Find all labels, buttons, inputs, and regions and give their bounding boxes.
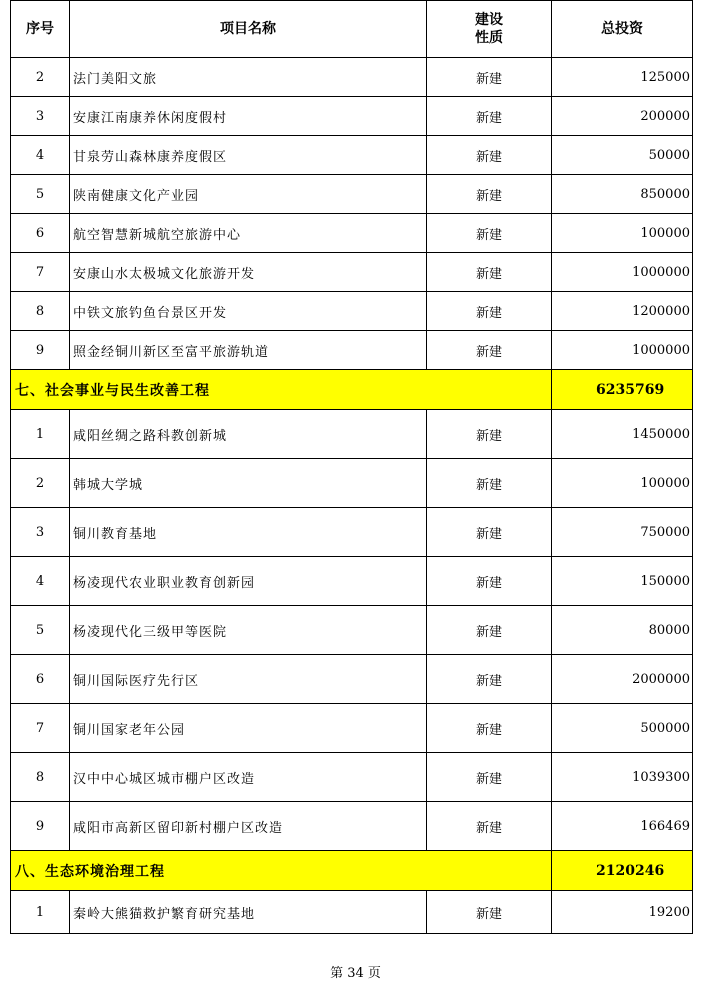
row-nature: 新建 xyxy=(427,214,552,253)
table-row xyxy=(11,459,693,508)
row-index: 1 xyxy=(11,410,70,459)
table-row xyxy=(11,214,693,253)
row-index: 7 xyxy=(11,704,70,753)
table-row xyxy=(11,292,693,331)
row-nature: 新建 xyxy=(427,136,552,175)
table-row xyxy=(11,331,693,370)
table-row xyxy=(11,753,693,802)
row-index: 2 xyxy=(11,58,70,97)
row-name: 咸阳市高新区留印新村棚户区改造 xyxy=(70,802,427,851)
category-row xyxy=(11,851,693,891)
row-index: 7 xyxy=(11,253,70,292)
table-row xyxy=(11,410,693,459)
table-row xyxy=(11,58,693,97)
project-table xyxy=(10,0,693,934)
header-name: 项目名称 xyxy=(70,1,427,58)
table-row xyxy=(11,606,693,655)
category-name: 八、生态环境治理工程 xyxy=(11,851,552,891)
row-nature: 新建 xyxy=(427,331,552,370)
row-nature: 新建 xyxy=(427,891,552,934)
row-name: 杨凌现代化三级甲等医院 xyxy=(70,606,427,655)
table-row xyxy=(11,253,693,292)
row-investment: 100000 xyxy=(552,214,693,253)
row-nature: 新建 xyxy=(427,253,552,292)
row-nature: 新建 xyxy=(427,802,552,851)
row-name: 咸阳丝绸之路科教创新城 xyxy=(70,410,427,459)
row-index: 1 xyxy=(11,891,70,934)
table-row xyxy=(11,97,693,136)
row-investment: 500000 xyxy=(552,704,693,753)
row-name: 铜川教育基地 xyxy=(70,508,427,557)
row-investment: 2000000 xyxy=(552,655,693,704)
row-investment: 100000 xyxy=(552,459,693,508)
row-name: 照金经铜川新区至富平旅游轨道 xyxy=(70,331,427,370)
row-nature: 新建 xyxy=(427,292,552,331)
table-row xyxy=(11,655,693,704)
header-nature-line2: 性质 xyxy=(475,30,503,46)
row-name: 汉中中心城区城市棚户区改造 xyxy=(70,753,427,802)
row-investment: 50000 xyxy=(552,136,693,175)
category-total: 6235769 xyxy=(552,370,693,410)
row-investment: 1039300 xyxy=(552,753,693,802)
row-name: 陕南健康文化产业园 xyxy=(70,175,427,214)
row-investment: 150000 xyxy=(552,557,693,606)
header-row xyxy=(11,1,693,58)
row-index: 5 xyxy=(11,606,70,655)
row-investment: 1000000 xyxy=(552,253,693,292)
row-investment: 125000 xyxy=(552,58,693,97)
table-row xyxy=(11,557,693,606)
row-index: 6 xyxy=(11,655,70,704)
row-index: 8 xyxy=(11,292,70,331)
row-index: 4 xyxy=(11,557,70,606)
row-investment: 850000 xyxy=(552,175,693,214)
row-name: 安康山水太极城文化旅游开发 xyxy=(70,253,427,292)
row-nature: 新建 xyxy=(427,97,552,136)
row-name: 韩城大学城 xyxy=(70,459,427,508)
table-row xyxy=(11,802,693,851)
row-index: 4 xyxy=(11,136,70,175)
header-nature xyxy=(427,1,552,58)
row-name: 甘泉劳山森林康养度假区 xyxy=(70,136,427,175)
row-index: 3 xyxy=(11,508,70,557)
row-nature: 新建 xyxy=(427,606,552,655)
category-name: 七、社会事业与民生改善工程 xyxy=(11,370,552,410)
category-total: 2120246 xyxy=(552,851,693,891)
row-name: 铜川国际医疗先行区 xyxy=(70,655,427,704)
row-nature: 新建 xyxy=(427,557,552,606)
row-nature: 新建 xyxy=(427,58,552,97)
row-investment: 1000000 xyxy=(552,331,693,370)
table-row xyxy=(11,508,693,557)
row-investment: 80000 xyxy=(552,606,693,655)
row-nature: 新建 xyxy=(427,753,552,802)
row-index: 2 xyxy=(11,459,70,508)
row-nature: 新建 xyxy=(427,459,552,508)
row-investment: 1450000 xyxy=(552,410,693,459)
table-row xyxy=(11,136,693,175)
table-row xyxy=(11,704,693,753)
row-index: 3 xyxy=(11,97,70,136)
row-nature: 新建 xyxy=(427,655,552,704)
row-nature: 新建 xyxy=(427,704,552,753)
row-name: 铜川国家老年公园 xyxy=(70,704,427,753)
row-investment: 19200 xyxy=(552,891,693,934)
row-nature: 新建 xyxy=(427,508,552,557)
category-row xyxy=(11,370,693,410)
row-nature: 新建 xyxy=(427,410,552,459)
row-index: 6 xyxy=(11,214,70,253)
row-index: 5 xyxy=(11,175,70,214)
header-index: 序号 xyxy=(11,1,70,58)
row-index: 9 xyxy=(11,802,70,851)
row-index: 9 xyxy=(11,331,70,370)
row-investment: 200000 xyxy=(552,97,693,136)
row-name: 航空智慧新城航空旅游中心 xyxy=(70,214,427,253)
row-investment: 166469 xyxy=(552,802,693,851)
table-row xyxy=(11,175,693,214)
page-number: 第 34 页 xyxy=(330,966,381,981)
header-investment: 总投资 xyxy=(552,1,693,58)
row-investment: 1200000 xyxy=(552,292,693,331)
row-name: 法门美阳文旅 xyxy=(70,58,427,97)
row-investment: 750000 xyxy=(552,508,693,557)
row-index: 8 xyxy=(11,753,70,802)
header-nature-line1: 建设 xyxy=(475,12,503,28)
table-row xyxy=(11,891,693,934)
row-nature: 新建 xyxy=(427,175,552,214)
row-name: 秦岭大熊猫救护繁育研究基地 xyxy=(70,891,427,934)
row-name: 安康江南康养休闲度假村 xyxy=(70,97,427,136)
row-name: 中铁文旅钓鱼台景区开发 xyxy=(70,292,427,331)
row-name: 杨凌现代农业职业教育创新园 xyxy=(70,557,427,606)
